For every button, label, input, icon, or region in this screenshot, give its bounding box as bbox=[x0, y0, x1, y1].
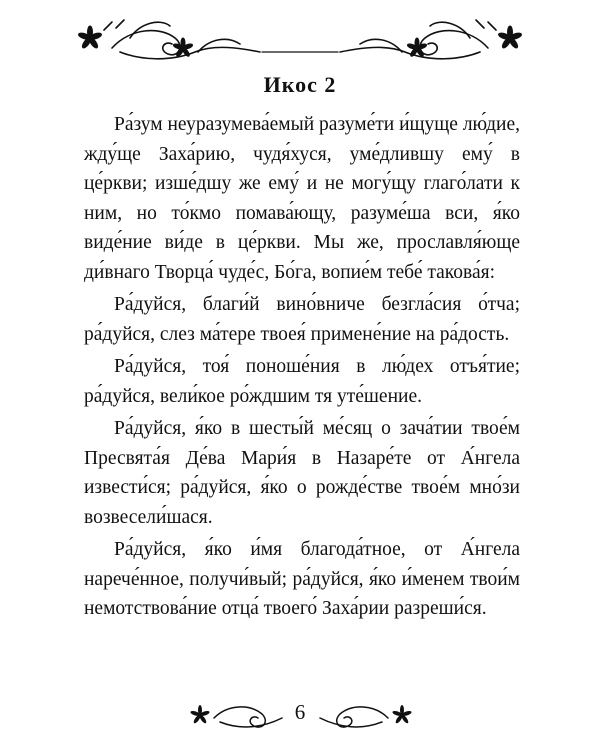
text-body bbox=[84, 110, 520, 627]
flower-icon-right-1 bbox=[498, 26, 522, 49]
flower-icon-left-1 bbox=[78, 26, 102, 49]
paragraph: Ра́дуйся, я́ко и́мя благода́тное, от А́нгела нарече́нное, получи́вый; ра́дуйся, я́ко и́менем твои́м немотствова́ние отца́ твоего́ Заха́рии разреши́ся. bbox=[84, 539, 520, 619]
paragraph: Ра́зум неуразумева́емый разуме́ти и́щуще лю́дие, жду́ще Заха́рию, чудя́хуся, уме́длившу ему́ в це́ркви; изше́дшу же ему́ и не могу́щу глаго́лати к ним, но то́кмо помава́ющу, разуме́ша вси, я́ко виде́ние ви́де в це́ркви. Мы же, прославля́юще ди́внаго Творца́ чуде́с, Бо́га, вопие́м тебе́ такова́я: bbox=[84, 114, 521, 283]
paragraph: Ра́дуйся, я́ко в шесты́й ме́сяц о зача́тии твое́м Пресвята́я Де́ва Мари́я в Назаре́те от А́нгела извести́ся; ра́дуйся, я́ко о рожде́стве твое́м мно́зи возвесели́шася. bbox=[84, 418, 520, 528]
section-title: Икос 2 bbox=[263, 72, 337, 97]
top-ornament bbox=[0, 8, 600, 68]
flower-icon-bottom-right bbox=[392, 705, 412, 724]
flower-icon-bottom-left bbox=[190, 705, 210, 724]
paragraph: Ра́дуйся, благи́й вино́вниче безгла́сия о́тча; ра́дуйся, слез ма́тере твоея́ примене́ние на ра́дость. bbox=[84, 294, 520, 345]
paragraph: Ра́дуйся, тоя́ поноше́ния в лю́дех отъя́тие; ра́дуйся, вели́кое ро́ждшим тя уте́шение. bbox=[84, 356, 520, 407]
page-number: 6 bbox=[294, 700, 306, 724]
